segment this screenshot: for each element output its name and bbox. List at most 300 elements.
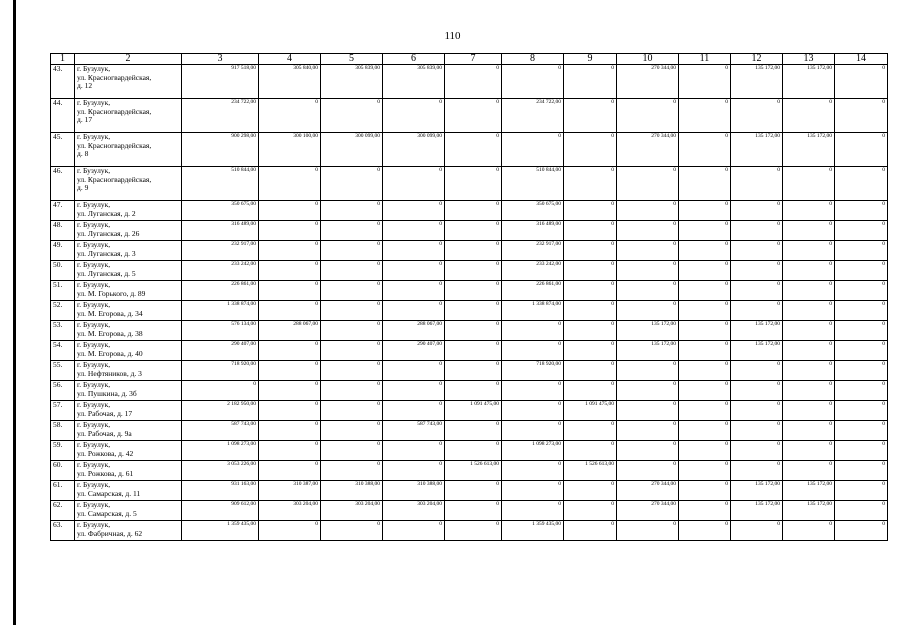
value-cell: 135 172,00 (783, 133, 835, 167)
value-cell: 0 (679, 99, 731, 133)
address-line: г. Бузулук, (77, 360, 111, 369)
value-cell: 0 (835, 461, 888, 481)
value-cell: 0 (502, 481, 564, 501)
value-cell: 0 (445, 501, 502, 521)
value-cell: 0 (835, 221, 888, 241)
value-cell: 1 526 613,00 (445, 461, 502, 481)
value-cell: 0 (835, 501, 888, 521)
value-cell: 0 (783, 341, 835, 361)
value-cell: 1 091 475,00 (445, 401, 502, 421)
value-cell: 305 839,00 (321, 65, 383, 99)
address-cell (75, 481, 182, 501)
value-cell: 1 359 435,00 (182, 521, 259, 541)
column-header: 2 (75, 54, 182, 65)
value-cell: 0 (731, 461, 783, 481)
value-cell: 0 (835, 281, 888, 301)
value-cell: 0 (321, 381, 383, 401)
value-cell: 1 338 874,00 (182, 301, 259, 321)
value-cell: 0 (617, 99, 679, 133)
table-row (51, 99, 888, 133)
address-line: д. 9 (77, 183, 89, 192)
value-cell: 0 (835, 241, 888, 261)
value-cell: 1 526 613,00 (564, 461, 617, 481)
address-line: ул. Луганская, д. 3 (77, 248, 136, 258)
column-header: 8 (502, 54, 564, 65)
value-cell: 0 (679, 341, 731, 361)
value-cell: 303 204,00 (321, 501, 383, 521)
value-cell: 0 (731, 441, 783, 461)
table-row (51, 167, 888, 201)
value-cell: 0 (321, 321, 383, 341)
value-cell: 0 (259, 301, 321, 321)
value-cell: 0 (259, 201, 321, 221)
value-cell: 0 (783, 461, 835, 481)
row-number: 55. (51, 361, 75, 381)
address-line: ул. Красногвардейская, (77, 174, 152, 184)
address-line: г. Бузулук, (77, 260, 111, 269)
address-cell (75, 381, 182, 401)
value-cell: 300 099,00 (321, 133, 383, 167)
row-number: 52. (51, 301, 75, 321)
address-line: г. Бузулук, (77, 320, 111, 329)
value-cell: 0 (259, 521, 321, 541)
table-row (51, 65, 888, 99)
row-number: 59. (51, 441, 75, 461)
value-cell: 0 (564, 201, 617, 221)
value-cell: 0 (502, 421, 564, 441)
address-line: ул. Луганская, д. 5 (77, 268, 136, 278)
address-line: г. Бузулук, (77, 280, 111, 289)
value-cell: 0 (783, 421, 835, 441)
data-table (50, 53, 888, 541)
value-cell: 0 (564, 361, 617, 381)
address-line: г. Бузулук, (77, 340, 111, 349)
value-cell: 0 (321, 461, 383, 481)
address-line: г. Бузулук, (77, 132, 111, 141)
row-number: 50. (51, 261, 75, 281)
value-cell: 0 (445, 99, 502, 133)
column-header: 7 (445, 54, 502, 65)
value-cell: 270 344,00 (617, 65, 679, 99)
value-cell: 0 (731, 201, 783, 221)
value-cell: 0 (383, 167, 445, 201)
value-cell: 305 840,00 (259, 65, 321, 99)
row-number: 53. (51, 321, 75, 341)
value-cell: 0 (679, 481, 731, 501)
address-cell (75, 521, 182, 541)
value-cell: 350 675,00 (502, 201, 564, 221)
value-cell: 0 (445, 441, 502, 461)
value-cell: 0 (679, 65, 731, 99)
column-header: 9 (564, 54, 617, 65)
value-cell: 0 (731, 421, 783, 441)
table-row (51, 341, 888, 361)
value-cell: 0 (321, 241, 383, 261)
address-line: ул. М. Егорова, д. 38 (77, 328, 143, 338)
row-number: 54. (51, 341, 75, 361)
value-cell: 0 (783, 99, 835, 133)
value-cell: 0 (445, 341, 502, 361)
value-cell: 0 (321, 361, 383, 381)
table-row (51, 381, 888, 401)
value-cell: 0 (182, 381, 259, 401)
value-cell: 288 067,00 (383, 321, 445, 341)
value-cell: 0 (564, 421, 617, 441)
address-line: д. 12 (77, 81, 93, 90)
value-cell: 0 (835, 401, 888, 421)
value-cell: 0 (321, 521, 383, 541)
value-cell: 0 (564, 65, 617, 99)
value-cell: 0 (383, 401, 445, 421)
value-cell: 232 917,00 (182, 241, 259, 261)
value-cell: 0 (564, 381, 617, 401)
value-cell: 0 (617, 421, 679, 441)
column-header: 4 (259, 54, 321, 65)
table-row (51, 281, 888, 301)
value-cell: 0 (259, 261, 321, 281)
value-cell: 135 172,00 (783, 65, 835, 99)
address-line: г. Бузулук, (77, 64, 111, 73)
value-cell: 0 (731, 521, 783, 541)
value-cell: 135 172,00 (731, 133, 783, 167)
value-cell: 0 (502, 65, 564, 99)
value-cell: 0 (445, 261, 502, 281)
address-line: г. Бузулук, (77, 220, 111, 229)
value-cell: 0 (835, 133, 888, 167)
value-cell: 510 844,00 (182, 167, 259, 201)
table-row (51, 501, 888, 521)
address-line: ул. Фабричная, д. 62 (77, 528, 143, 538)
value-cell: 0 (321, 221, 383, 241)
address-cell (75, 261, 182, 281)
table-row (51, 481, 888, 501)
table-row (51, 441, 888, 461)
value-cell: 0 (383, 521, 445, 541)
address-line: г. Бузулук, (77, 240, 111, 249)
value-cell: 0 (259, 341, 321, 361)
value-cell: 0 (321, 341, 383, 361)
value-cell: 0 (564, 521, 617, 541)
address-line: ул. Самарская, д. 11 (77, 488, 141, 498)
value-cell: 234 722,00 (502, 99, 564, 133)
value-cell: 0 (835, 381, 888, 401)
value-cell: 0 (445, 421, 502, 441)
address-line: ул. Красногвардейская, (77, 106, 152, 116)
value-cell: 0 (564, 341, 617, 361)
value-cell: 0 (679, 401, 731, 421)
value-cell: 0 (383, 301, 445, 321)
address-line: ул. Самарская, д. 5 (77, 508, 137, 518)
address-line: ул. Красногвардейская, (77, 140, 152, 150)
value-cell: 0 (679, 133, 731, 167)
table-row (51, 221, 888, 241)
address-cell (75, 501, 182, 521)
value-cell: 0 (321, 99, 383, 133)
value-cell: 510 844,00 (502, 167, 564, 201)
value-cell: 0 (783, 381, 835, 401)
value-cell: 0 (835, 321, 888, 341)
row-number: 57. (51, 401, 75, 421)
value-cell: 0 (835, 441, 888, 461)
address-line: ул. Рабочая, д. 17 (77, 408, 133, 418)
value-cell: 0 (617, 361, 679, 381)
address-cell (75, 241, 182, 261)
value-cell: 0 (259, 381, 321, 401)
value-cell: 0 (617, 261, 679, 281)
value-cell: 270 344,00 (617, 501, 679, 521)
value-cell: 0 (321, 167, 383, 201)
value-cell: 0 (835, 481, 888, 501)
address-line: ул. Рожкова, д. 61 (77, 468, 134, 478)
table-row (51, 461, 888, 481)
address-line: г. Бузулук, (77, 166, 111, 175)
address-line: ул. Красногвардейская, (77, 72, 152, 82)
value-cell: 310 388,00 (321, 481, 383, 501)
value-cell: 0 (783, 401, 835, 421)
value-cell: 0 (679, 201, 731, 221)
row-number: 45. (51, 133, 75, 167)
value-cell: 0 (383, 461, 445, 481)
value-cell: 0 (835, 65, 888, 99)
value-cell: 135 172,00 (617, 321, 679, 341)
row-number: 44. (51, 99, 75, 133)
address-line: ул. Рабочая, д. 9а (77, 428, 132, 438)
value-cell: 135 172,00 (731, 341, 783, 361)
value-cell: 290 407,00 (383, 341, 445, 361)
value-cell: 0 (835, 301, 888, 321)
value-cell: 0 (321, 421, 383, 441)
value-cell: 0 (383, 241, 445, 261)
column-header: 14 (835, 54, 888, 65)
value-cell: 0 (783, 167, 835, 201)
value-cell: 0 (835, 261, 888, 281)
row-number: 46. (51, 167, 75, 201)
address-cell (75, 401, 182, 421)
address-line: д. 17 (77, 115, 93, 124)
address-line: г. Бузулук, (77, 200, 111, 209)
value-cell: 0 (617, 521, 679, 541)
value-cell: 0 (783, 521, 835, 541)
value-cell: 303 204,00 (259, 501, 321, 521)
table-row (51, 201, 888, 221)
table-row (51, 241, 888, 261)
address-line: ул. Нефтяников, д. 3 (77, 368, 142, 378)
value-cell: 0 (259, 221, 321, 241)
value-cell: 0 (617, 381, 679, 401)
value-cell: 0 (731, 167, 783, 201)
value-cell: 0 (321, 261, 383, 281)
value-cell: 0 (783, 301, 835, 321)
value-cell: 0 (564, 241, 617, 261)
value-cell: 288 067,00 (259, 321, 321, 341)
value-cell: 0 (564, 481, 617, 501)
value-cell: 0 (617, 441, 679, 461)
value-cell: 0 (502, 461, 564, 481)
value-cell: 0 (564, 221, 617, 241)
value-cell: 0 (617, 201, 679, 221)
address-line: г. Бузулук, (77, 480, 111, 489)
row-number: 60. (51, 461, 75, 481)
address-cell (75, 441, 182, 461)
row-number: 51. (51, 281, 75, 301)
address-line: ул. Рожкова, д. 42 (77, 448, 134, 458)
row-number: 63. (51, 521, 75, 541)
value-cell: 0 (383, 281, 445, 301)
value-cell: 0 (731, 241, 783, 261)
value-cell: 0 (731, 361, 783, 381)
value-cell: 0 (835, 99, 888, 133)
value-cell: 0 (679, 501, 731, 521)
value-cell: 234 722,00 (182, 99, 259, 133)
value-cell: 0 (617, 401, 679, 421)
value-cell: 0 (617, 167, 679, 201)
value-cell: 303 204,00 (383, 501, 445, 521)
address-line: ул. Луганская, д. 26 (77, 228, 140, 238)
row-number: 62. (51, 501, 75, 521)
address-cell (75, 361, 182, 381)
value-cell: 0 (445, 361, 502, 381)
value-cell: 0 (835, 167, 888, 201)
row-number: 61. (51, 481, 75, 501)
value-cell: 0 (383, 381, 445, 401)
value-cell: 233 242,00 (502, 261, 564, 281)
value-cell: 0 (731, 301, 783, 321)
value-cell: 1 098 273,00 (502, 441, 564, 461)
address-cell (75, 221, 182, 241)
value-cell: 0 (564, 261, 617, 281)
value-cell: 0 (783, 321, 835, 341)
value-cell: 0 (383, 441, 445, 461)
value-cell: 0 (783, 201, 835, 221)
value-cell: 0 (679, 167, 731, 201)
address-cell (75, 65, 182, 99)
address-cell (75, 341, 182, 361)
value-cell: 0 (321, 441, 383, 461)
value-cell: 0 (445, 521, 502, 541)
value-cell: 0 (679, 281, 731, 301)
value-cell: 0 (679, 241, 731, 261)
value-cell: 233 242,00 (182, 261, 259, 281)
address-cell (75, 99, 182, 133)
header-row (51, 54, 888, 65)
value-cell: 0 (835, 361, 888, 381)
value-cell: 0 (502, 401, 564, 421)
table-row (51, 521, 888, 541)
address-cell (75, 301, 182, 321)
value-cell: 226 861,00 (182, 281, 259, 301)
value-cell: 310 388,00 (383, 481, 445, 501)
value-cell: 0 (445, 167, 502, 201)
address-cell (75, 321, 182, 341)
value-cell: 0 (679, 461, 731, 481)
row-number: 43. (51, 65, 75, 99)
address-cell (75, 461, 182, 481)
column-header: 5 (321, 54, 383, 65)
value-cell: 232 917,00 (502, 241, 564, 261)
value-cell: 0 (259, 167, 321, 201)
value-cell: 0 (321, 201, 383, 221)
value-cell: 718 920,00 (182, 361, 259, 381)
address-line: ул. Пушкина, д. 3б (77, 388, 137, 398)
table-row (51, 301, 888, 321)
value-cell: 0 (383, 201, 445, 221)
value-cell: 310 387,00 (259, 481, 321, 501)
value-cell: 0 (679, 301, 731, 321)
value-cell: 0 (679, 521, 731, 541)
value-cell: 587 743,00 (182, 421, 259, 441)
value-cell: 0 (564, 133, 617, 167)
value-cell: 0 (445, 133, 502, 167)
row-number: 58. (51, 421, 75, 441)
value-cell: 576 134,00 (182, 321, 259, 341)
value-cell: 0 (259, 281, 321, 301)
value-cell: 135 172,00 (783, 501, 835, 521)
value-cell: 0 (679, 321, 731, 341)
value-cell: 0 (564, 501, 617, 521)
value-cell: 1 098 273,00 (182, 441, 259, 461)
value-cell: 270 344,00 (617, 481, 679, 501)
value-cell: 0 (445, 65, 502, 99)
value-cell: 0 (321, 281, 383, 301)
address-line: ул. М. Егорова, д. 40 (77, 348, 143, 358)
value-cell: 0 (445, 281, 502, 301)
value-cell: 0 (783, 281, 835, 301)
row-number: 47. (51, 201, 75, 221)
value-cell: 0 (564, 321, 617, 341)
value-cell: 0 (731, 401, 783, 421)
value-cell: 0 (502, 321, 564, 341)
value-cell: 0 (617, 301, 679, 321)
value-cell: 0 (564, 167, 617, 201)
address-line: г. Бузулук, (77, 440, 111, 449)
value-cell: 350 675,00 (182, 201, 259, 221)
address-line: г. Бузулук, (77, 98, 111, 107)
value-cell: 0 (259, 401, 321, 421)
value-cell: 0 (617, 281, 679, 301)
value-cell: 0 (445, 321, 502, 341)
value-cell: 0 (321, 301, 383, 321)
value-cell: 0 (259, 99, 321, 133)
value-cell: 0 (445, 221, 502, 241)
value-cell: 135 172,00 (617, 341, 679, 361)
address-line: г. Бузулук, (77, 500, 111, 509)
value-cell: 0 (502, 501, 564, 521)
value-cell: 0 (383, 361, 445, 381)
value-cell: 0 (783, 221, 835, 241)
value-cell: 0 (321, 401, 383, 421)
column-header: 10 (617, 54, 679, 65)
value-cell: 0 (617, 241, 679, 261)
value-cell: 290 407,00 (182, 341, 259, 361)
value-cell: 0 (679, 421, 731, 441)
value-cell: 0 (835, 341, 888, 361)
address-line: ул. Луганская, д. 2 (77, 208, 136, 218)
column-header: 3 (182, 54, 259, 65)
value-cell: 0 (445, 241, 502, 261)
value-cell: 0 (445, 301, 502, 321)
value-cell: 0 (502, 341, 564, 361)
value-cell: 2 182 950,00 (182, 401, 259, 421)
value-cell: 135 172,00 (731, 65, 783, 99)
value-cell: 300 099,00 (383, 133, 445, 167)
table-row (51, 321, 888, 341)
value-cell: 0 (445, 481, 502, 501)
column-header: 12 (731, 54, 783, 65)
address-line: г. Бузулук, (77, 520, 111, 529)
address-line: г. Бузулук, (77, 300, 111, 309)
value-cell: 226 861,00 (502, 281, 564, 301)
value-cell: 900 298,00 (182, 133, 259, 167)
